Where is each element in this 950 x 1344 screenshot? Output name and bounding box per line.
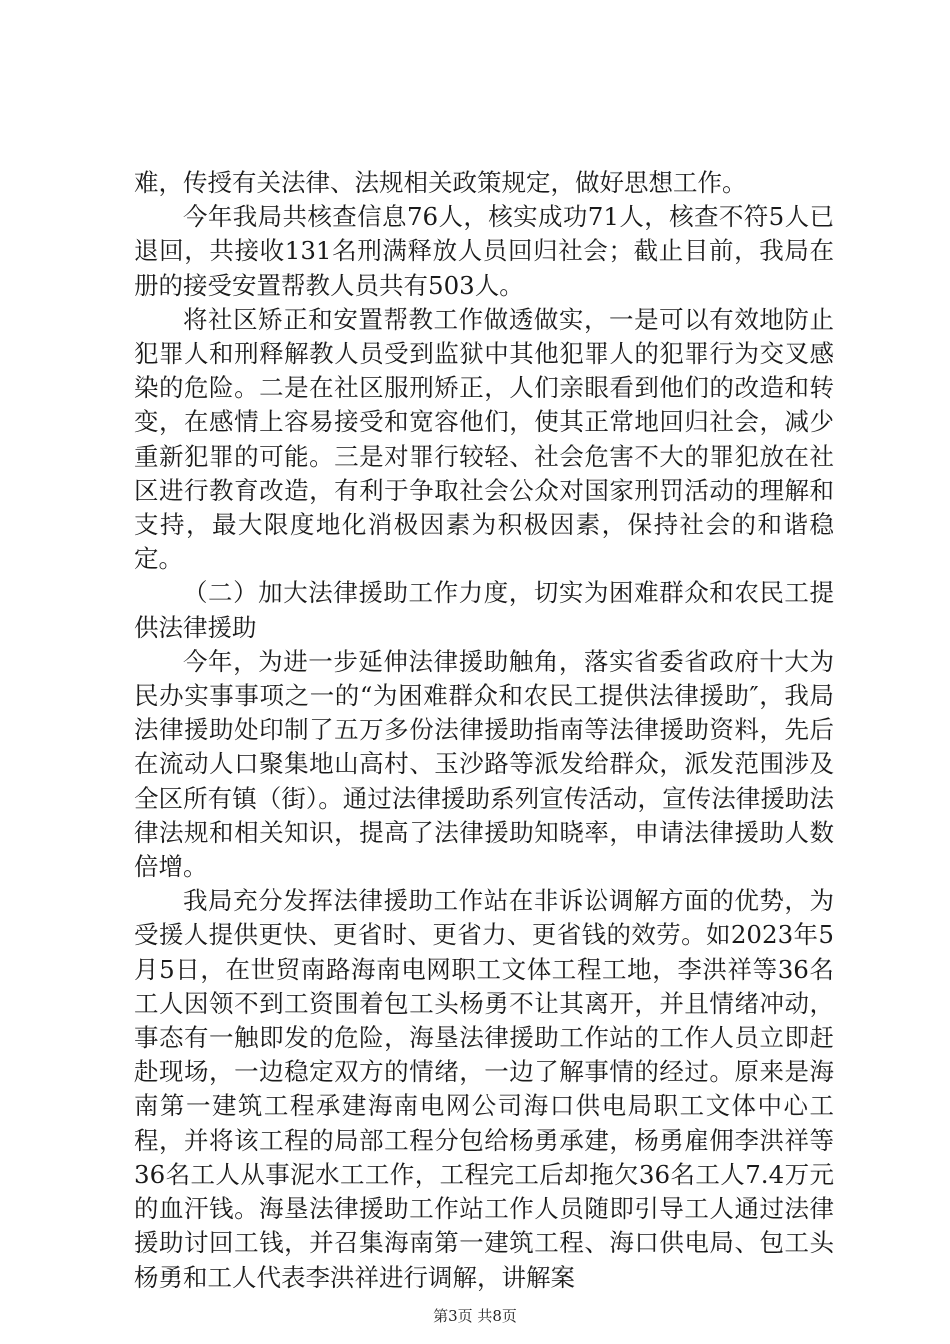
paragraph-mediation-case: 我局充分发挥法律援助工作站在非诉讼调解方面的优势，为受援人提供更快、更省时、更省力、更省钱的效劳。如2023年5月5日，在世贸南路海南电网职工文体工程工地，李洪祥等36名工人因领不到工资围着包工头杨勇不让其离开，并且情绪冲动，事态有一触即发的危险，海垦法律援助工作站的工作人员立即赶赴现场，一边稳定双方的情绪，一边了解事情的经过。原来是海南第一建筑工程承建海南电网公司海口供电局职工文体中心工程，并将该工程的局部工程分包给杨勇承建，杨勇雇佣李洪祥等36名工人从事泥水工工作，工程完工后却拖欠36名工人7.4万元的血汗钱。海垦法律援助工作站工作人员随即引导工人通过法律援助讨回工钱，并召集海南第一建筑工程、海口供电局、包工头杨勇和工人代表李洪祥进行调解，讲解案 (134, 886, 834, 1292)
paragraph-legal-aid-outreach: 今年，为进一步延伸法律援助触角，落实省委省政府十大为民办实事事项之一的“为困难群众和农民工提供法律援助″，我局法律援助处印制了五万多份法律援助指南等法律援助资料，先后在流动人口聚集地山高村、玉沙路等派发给群众，派发范围涉及全区所有镇（街）。通过法律援助系列宣传活动，宣传法律援助法律法规和相关知识，提高了法律援助知晓率，申请法律援助人数倍增。 (134, 646, 834, 882)
paragraph-community-correction: 将社区矫正和安置帮教工作做透做实，一是可以有效地防止犯罪人和刑释解教人员受到监狱中其他犯罪人的犯罪行为交叉感染的危险。二是在社区服刑矫正，人们亲眼看到他们的改造和转变，在感情上容易接受和宽容他们，使其正常地回归社会，减少重新犯罪的可能。三是对罪行较轻、社会危害不大的罪犯放在社区进行教育改造，有利于争取社会公众对国家刑罚活动的理解和支持，最大限度地化消极因素为积极因素，保持社会的和谐稳定。 (134, 304, 834, 574)
paragraph-continuation: 难，传授有关法律、法规相关政策规定，做好思想工作。 (134, 168, 747, 197)
section-heading-legal-aid: （二）加大法律援助工作力度，切实为困难群众和农民工提供法律援助 (134, 578, 834, 642)
paragraph-verification-stats: 今年我局共核查信息76人，核实成功71人，核查不符5人已退回，共接收131名刑满释放人员回归社会；截止目前，我局在册的接受安置帮教人员共有503人。 (134, 202, 834, 300)
page-footer: 第3页 共8页 (433, 1307, 517, 1325)
document-body (134, 166, 834, 1295)
